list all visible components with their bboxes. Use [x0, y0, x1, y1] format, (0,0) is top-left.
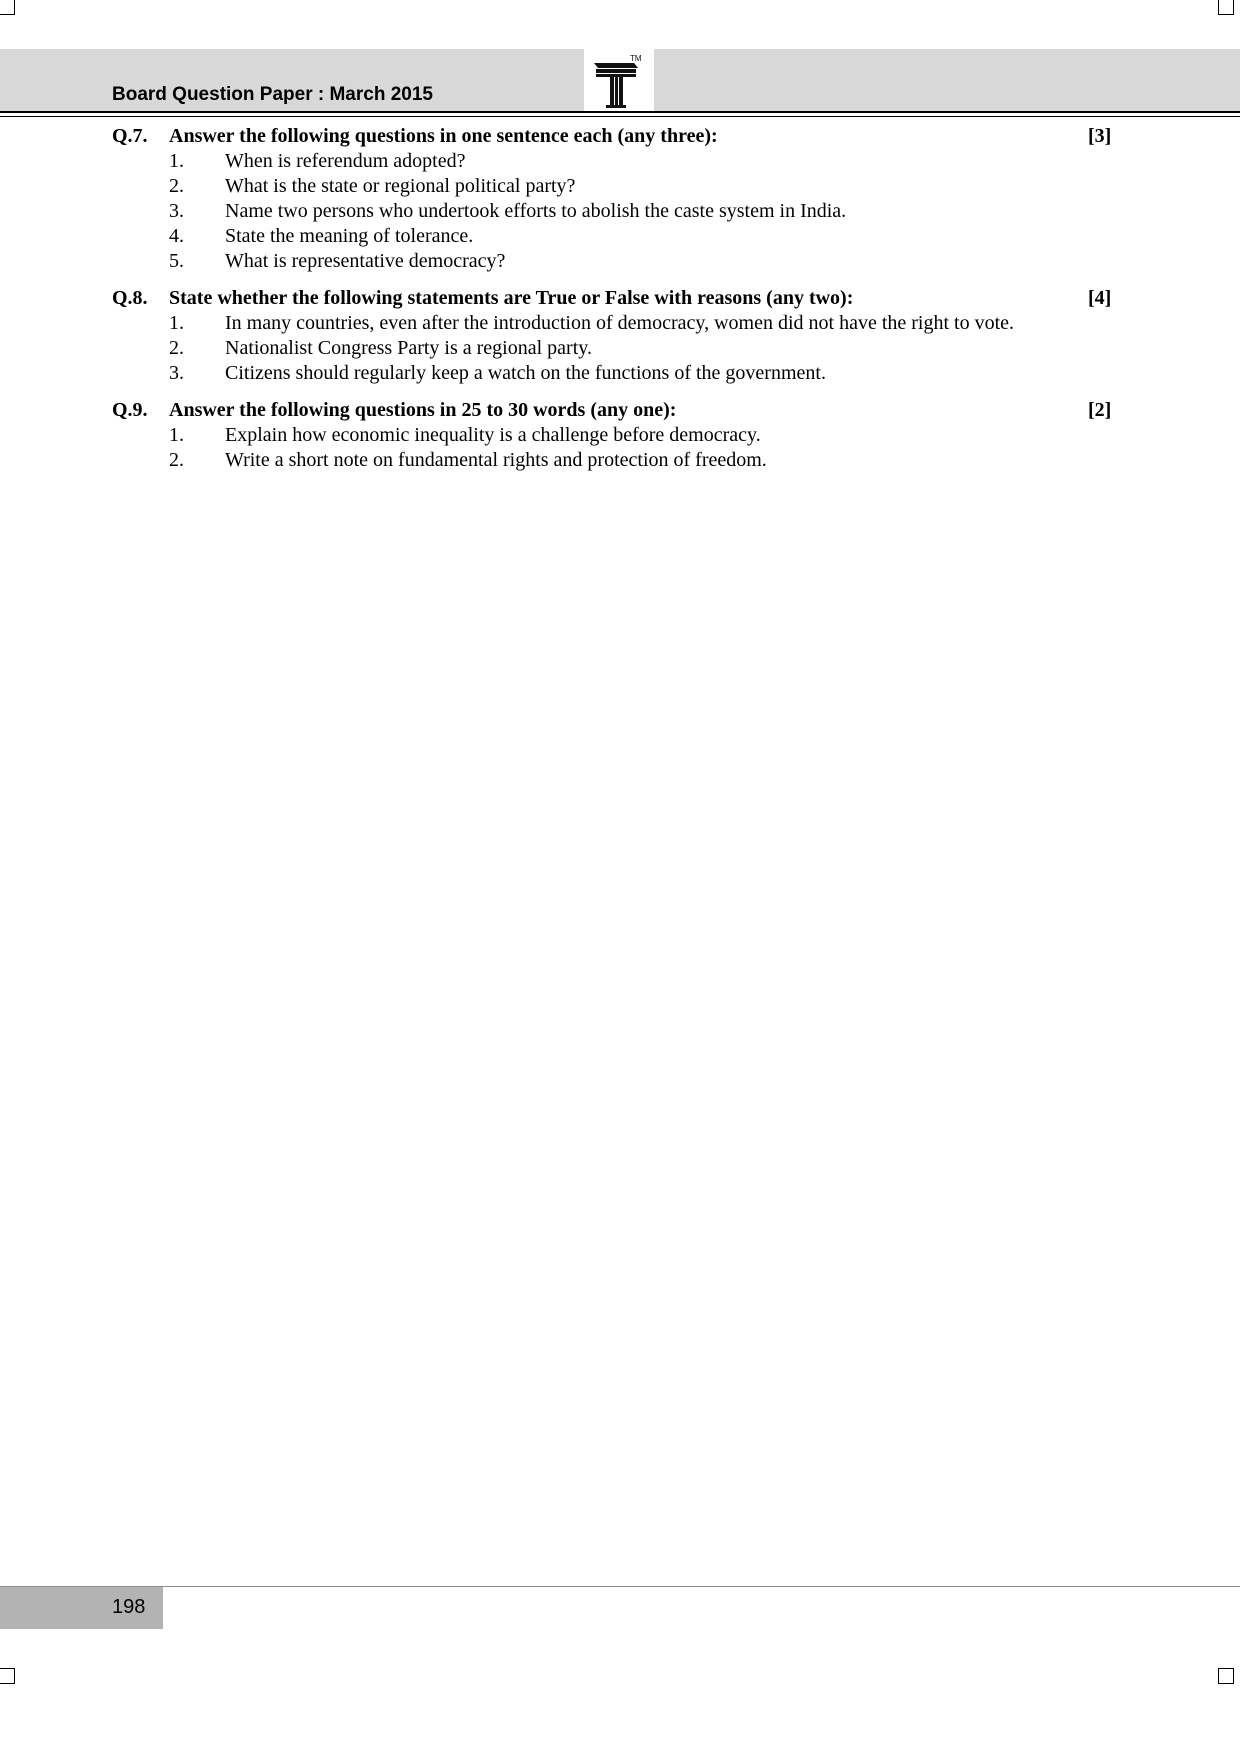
- question-header: [112, 286, 1112, 311]
- sub-question-number: 2.: [169, 175, 184, 197]
- question-heading: State whether the following statements are True or False with reasons (any two):: [169, 287, 854, 309]
- crop-mark-top-right: [1218, 0, 1234, 15]
- sub-question-number: 4.: [169, 225, 184, 247]
- sub-question-text: Citizens should regularly keep a watch on the functions of the government.: [225, 362, 826, 384]
- sub-question-number: 1.: [169, 150, 184, 172]
- sub-question-number: 1.: [169, 424, 184, 446]
- header-rule-thick: [0, 111, 1240, 113]
- question-header: [112, 124, 1112, 149]
- sub-question-number: 2.: [169, 449, 184, 471]
- question-q7: [112, 124, 1112, 274]
- sub-question-text: When is referendum adopted?: [225, 150, 466, 172]
- trademark-text: TM: [630, 54, 642, 63]
- header-title: Board Question Paper : March 2015: [112, 84, 433, 105]
- sub-question-number: 2.: [169, 337, 184, 359]
- crop-mark-bottom-left: [0, 1668, 15, 1684]
- crop-mark-bottom-right: [1218, 1668, 1234, 1684]
- question-list: [112, 124, 1112, 485]
- sub-question: [112, 249, 1112, 274]
- sub-question: [112, 361, 1112, 386]
- sub-question-number: 1.: [169, 312, 184, 334]
- question-header: [112, 398, 1112, 423]
- logo: [584, 49, 654, 111]
- question-marks: [4]: [1088, 287, 1112, 309]
- sub-question: [112, 199, 1112, 224]
- page-number: 198: [112, 1596, 146, 1618]
- question-number: Q.9.: [112, 399, 148, 421]
- pillar-t-logo-icon: [584, 49, 654, 111]
- sub-question: [112, 224, 1112, 249]
- sub-question-number: 3.: [169, 200, 184, 222]
- sub-question-text: Name two persons who undertook efforts to abolish the caste system in India.: [225, 200, 847, 222]
- question-number: Q.8.: [112, 287, 148, 309]
- sub-question-text: What is representative democracy?: [225, 250, 506, 272]
- sub-question: [112, 149, 1112, 174]
- footer-rule: [0, 1586, 1240, 1587]
- sub-question-number: 5.: [169, 250, 184, 272]
- question-heading: Answer the following questions in 25 to 30 words (any one):: [169, 399, 677, 421]
- question-marks: [3]: [1088, 125, 1112, 147]
- sub-question: [112, 423, 1112, 448]
- sub-question: [112, 336, 1112, 361]
- sub-question: [112, 311, 1112, 336]
- sub-question-text: State the meaning of tolerance.: [225, 225, 474, 247]
- question-q9: [112, 398, 1112, 473]
- question-heading: Answer the following questions in one sentence each (any three):: [169, 125, 718, 147]
- sub-question: [112, 174, 1112, 199]
- question-q8: [112, 286, 1112, 386]
- crop-mark-top-left: [0, 0, 15, 15]
- sub-question-number: 3.: [169, 362, 184, 384]
- sub-question-text: Explain how economic inequality is a challenge before democracy.: [225, 424, 761, 446]
- header-rule-thin: [0, 116, 1240, 117]
- question-marks: [2]: [1088, 399, 1112, 421]
- sub-question-text: What is the state or regional political party?: [225, 175, 576, 197]
- question-number: Q.7.: [112, 125, 148, 147]
- sub-question-text: Nationalist Congress Party is a regional party.: [225, 337, 592, 359]
- sub-question: [112, 448, 1112, 473]
- sub-question-text: In many countries, even after the introduction of democracy, women did not have the right to vote.: [225, 312, 1015, 334]
- sub-question-text: Write a short note on fundamental rights and protection of freedom.: [225, 449, 767, 471]
